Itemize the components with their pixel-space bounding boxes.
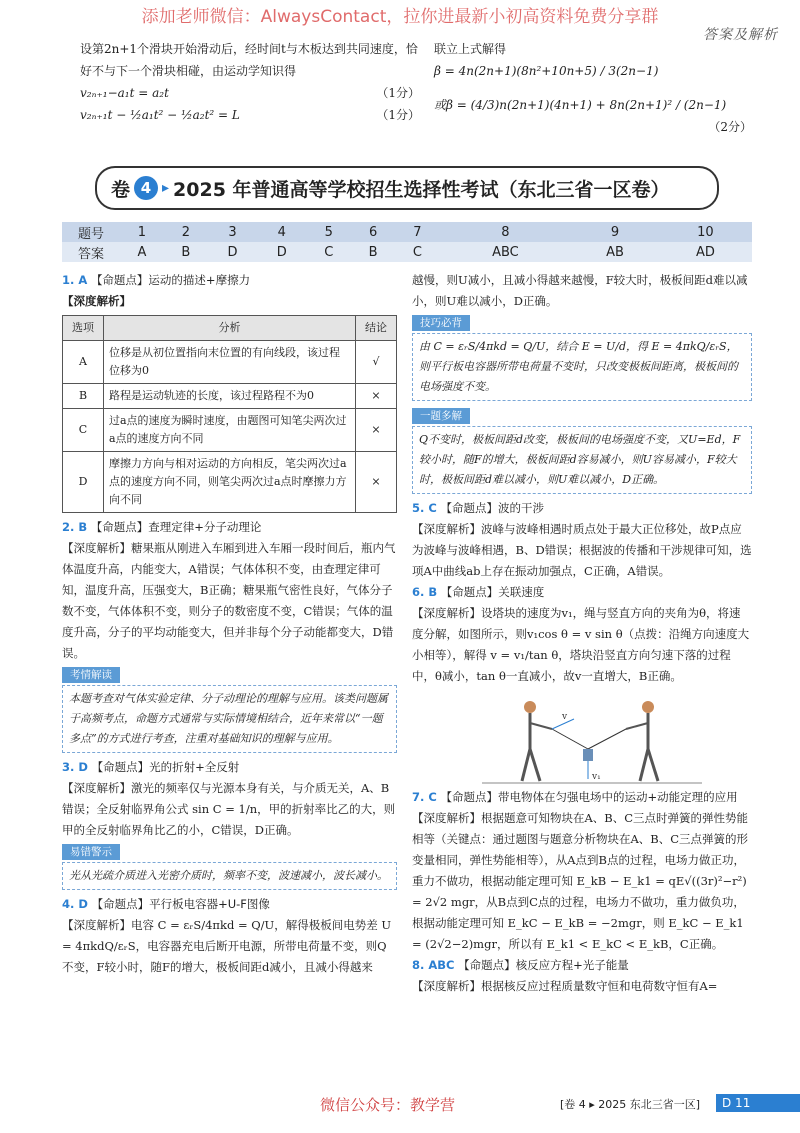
q5-body: 【深度解析】波峰与波峰相遇时质点处于最大正位移处，故P点应为波峰与波峰相遇，B、D错误；根据波的传播和干涉规律可知，选项A中曲线ab上存在振动加强点，C正确，A错误。	[412, 522, 752, 578]
q-number: 4	[277, 224, 286, 240]
q7-heading: 7. C 【命题点】带电物体在匀强电场中的运动+动能定理的应用	[412, 790, 738, 804]
q4-continued: 越慢，则U减小，且减小得越来越慢，F较大时，极板间距d难以减小，则U难以减小，D正确。	[412, 273, 748, 308]
q2-body: 【深度解析】糖果瓶从刚进入车厢到进入车厢一段时间后，瓶内气体温度升高，内能变大，A错误；气体体积不变，由查理定律可知，温度升高，压强变大，B正确；糖果瓶气密性良好，气体分子数不变，气体体积不变，则分子的数密度不变，C错误；气体的温度升高，分子的平均动能变大，但并非每个分子动能都变大，D错误。	[62, 541, 396, 660]
q-number: 2	[181, 224, 190, 240]
q5-heading: 5. C 【命题点】波的干涉	[412, 501, 544, 515]
q1-analysis-table	[62, 315, 397, 513]
paper-number-badge: 4	[134, 176, 158, 200]
prev-eq1: v₂ₙ₊₁−a₁t = a₂t （1分）	[80, 86, 420, 100]
answer-key-header-row	[62, 222, 752, 242]
q7-body: 【深度解析】根据题意可知物块在A、B、C三点时弹簧的弹性势能相等（关键点：通过题图与题意分析物块在A、B、C三点弹簧的形变量相同，弹性势能相等），从A点到B点的过程，电场力做正功，重力不做功，根据动能定理可知 E_kB − E_k1 = qE√((3r)²−r²) = 2√2 mgr，从B点到C点的过程，电场力不做功，重力做负功，根据动能定理可知 E_kC − E_kB = −2mgr，则 E_kC − E_k1 = (2√2−2)mgr，所以有 E_k1 < E_kC < E_kB，C正确。	[412, 811, 749, 951]
footer-page-label: [卷 4 ▸ 2025 东北三省一区]	[560, 1098, 701, 1111]
q-number: 7	[413, 224, 422, 240]
q-number: 6	[368, 224, 378, 240]
answer-value: C	[324, 244, 334, 260]
answer-value: B	[181, 244, 191, 260]
svg-text:v₁: v₁	[592, 772, 601, 782]
q6-diagram	[412, 689, 752, 785]
tip-tag-exam: 考情解读	[62, 667, 120, 683]
answer-value: A	[137, 244, 147, 260]
answer-value: D	[227, 244, 238, 260]
answer-value: AB	[606, 244, 624, 260]
table-row: C 过a点的速度为瞬时速度，由题图可知笔尖两次过a点的速度方向不同 ×	[63, 409, 397, 452]
q-number: 3	[228, 224, 237, 240]
q4-tip-box: 由 C = εᵣS/4πkd = Q/U，结合 E = U/d，得 E = 4πkQ/εᵣS，则平行板电容器所带电荷量不变时，只改变极板间距离，极板间的电场强度不变。	[412, 333, 752, 401]
table-header-row: 选项 分析 结论	[63, 316, 397, 341]
answer-key-table	[62, 222, 752, 262]
page-number-badge: D 11	[716, 1094, 800, 1112]
section-header: 答案及解析	[703, 27, 778, 43]
header-label: 题号	[77, 226, 104, 242]
arrow-icon: ▸	[162, 180, 170, 196]
q6-figure	[412, 689, 752, 785]
footer-wechat: 微信公众号：教学营	[320, 1096, 456, 1114]
table-row: D 摩擦力方向与相对运动的方向相反，笔尖两次过a点的速度方向不同，则笔尖两次过a点时摩擦力方向不同 ×	[63, 452, 397, 513]
q-number: 1	[137, 224, 147, 240]
answer-value: D	[276, 244, 287, 260]
q1-deep-label: 【深度解析】	[62, 294, 131, 308]
answer-key-value-row	[62, 242, 752, 262]
right-column	[412, 270, 752, 997]
prev-solution-left	[80, 38, 420, 126]
q-number: 5	[324, 224, 333, 240]
q-number: 10	[697, 224, 714, 240]
tip-tag-skill: 技巧必背	[412, 315, 470, 331]
answer-value: ABC	[492, 244, 519, 260]
q2-tip-box: 本题考查对气体实验定律、分子动理论的理解与应用。该类问题属于高频考点，命题方式通常与实际情境相结合，近年来常以“一题多点”的方式进行考查，注重对基础知识的理解与应用。	[62, 685, 397, 753]
q3-heading: 3. D 【命题点】光的折射+全反射	[62, 760, 240, 774]
q4-multi-box: Q不变时，极板间距d改变，极板间的电场强度不变，又U=Ed，F较小时，随F的增大，极板间距d容易减小，则U容易减小，F较大时，极板间距d难以减小，则U难以减小，D正确。	[412, 426, 752, 494]
answer-value: AD	[695, 244, 715, 260]
paper-title: 2025 年普通高等学校招生选择性考试（东北三省一区卷）	[173, 178, 670, 201]
q1-heading: 1. A 【命题点】运动的描述+摩擦力	[62, 273, 251, 287]
paper-title-banner	[95, 166, 719, 210]
left-column	[62, 270, 397, 978]
q2-heading: 2. B 【命题点】查理定律+分子动理论	[62, 520, 262, 534]
q6-body: 【深度解析】设塔块的速度为v₁，绳与竖直方向的夹角为θ，将速度分解，如图所示，则v₁cos θ = v sin θ（点拨：沿绳方向速度大小相等），解得 v = v₁/tan θ，塔块沿竖直方向匀速下落的过程中，θ减小，tan θ一直减小，故v一直增大，B正确。	[412, 606, 750, 683]
banner-prefix: 卷	[111, 178, 131, 201]
q3-body: 【深度解析】激光的频率仅与光源本身有关，与介质无关，A、B错误；全反射临界角公式 sin C = 1/n，甲的折射率比乙的大，则甲的全反射临界角比乙的小，C错误，D正确。	[62, 781, 396, 837]
q-number: 9	[610, 224, 620, 240]
table-row: A 位移是从初位置指向末位置的有向线段，该过程位移为0 √	[63, 341, 397, 384]
q6-heading: 6. B 【命题点】关联速度	[412, 585, 545, 599]
table-row: B 路程是运动轨迹的长度，该过程路程不为0 ×	[63, 384, 397, 409]
prev-text-right: 联立上式解得	[434, 42, 507, 56]
tip-tag-warning: 易错警示	[62, 844, 120, 860]
q8-heading: 8. ABC 【命题点】核反应方程+光子能量	[412, 958, 629, 972]
prev-solution-right: 联立上式解得 β = 4n(2n+1)(8n²+10n+5) / 3(2n−1) 或β = (4/3)n(2n+1)(4n+1) + 8n(2n+1)² / (2n−1) （2分）	[434, 38, 752, 116]
q8-body: 【深度解析】根据核反应过程质量数守恒和电荷数守恒有A=	[412, 979, 718, 993]
prev-eq3: β = 4n(2n+1)(8n²+10n+5) / 3(2n−1)	[434, 64, 659, 78]
watermark-banner: 添加老师微信：AlwaysContact，拉你进最新小初高资料免费分享群	[141, 7, 659, 27]
q4-heading: 4. D 【命题点】平行板电容器+U-F图像	[62, 897, 270, 911]
prev-eq2: v₂ₙ₊₁t − ½a₁t² − ½a₂t² = L （1分）	[80, 108, 420, 122]
answer-label: 答案	[77, 246, 104, 262]
answer-value: C	[412, 244, 422, 260]
svg-text:v: v	[562, 712, 568, 722]
q3-tip-box: 光从光疏介质进入光密介质时，频率不变，波速减小，波长减小。	[62, 862, 397, 890]
answer-value: B	[368, 244, 378, 260]
tip-tag-multi: 一题多解	[412, 408, 470, 424]
q-number: 8	[501, 224, 510, 240]
prev-text: 设第2n+1个滑块开始滑动后，经时间t与木板达到共同速度，恰好不与下一个滑块相碰，由运动学知识得	[80, 42, 418, 78]
prev-eq4: 或β = (4/3)n(2n+1)(4n+1) + 8n(2n+1)² / (2n−1)	[434, 98, 727, 112]
q4-body: 【深度解析】电容 C = εᵣS/4πkd = Q/U，解得极板间电势差 U = 4πkdQ/εᵣS，电容器充电后断开电源，所带电荷量不变，则Q不变，F较小时，随F的增大，极板间距d减小，且减小得越来	[62, 918, 392, 974]
previous-solution-block	[72, 38, 752, 146]
